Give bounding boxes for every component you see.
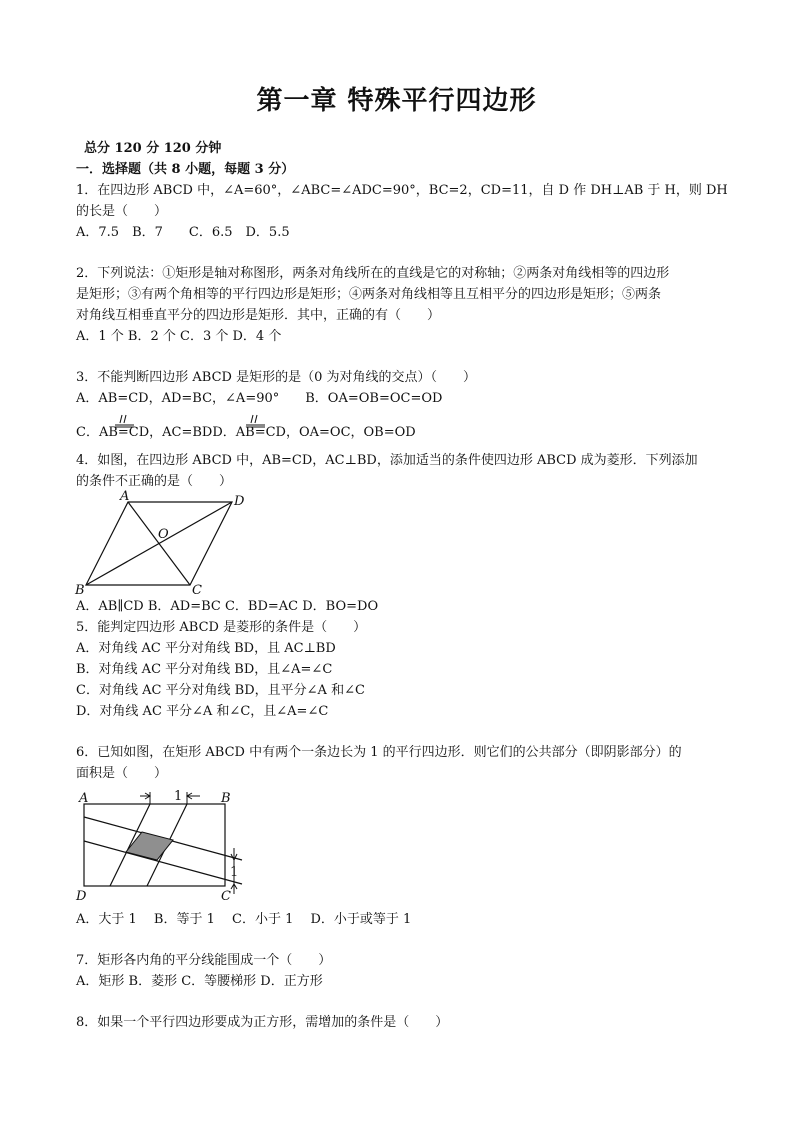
q1-stem-line2: 的长是（ ） <box>76 204 168 219</box>
rhombus-figure <box>70 488 260 598</box>
q4-options: A．AB∥CD B．AD=BC C．BD=AC D．BO=DO <box>76 599 379 614</box>
q5-stem-line1: 5．能判定四边形 ABCD 是菱形的条件是（ ） <box>76 620 367 635</box>
diagonal-bd <box>86 502 232 585</box>
section-header: 一．选择题（共 8 小题，每题 3 分） <box>76 162 295 177</box>
q4-stem-line1: 4．如图，在四边形 ABCD 中，AB=CD，AC⊥BD，添加适当的条件使四边形 ABCD 成为菱形．下列添加 <box>76 453 698 468</box>
label-o: O <box>158 527 169 542</box>
q7-options: A．矩形 B．菱形 C．等腰梯形 D．正方形 <box>76 974 323 989</box>
q2-options: A．1 个 B．2 个 C．3 个 D．4 个 <box>76 329 282 344</box>
q3-stem-line1: 3．不能判断四边形 ABCD 是矩形的是（0 为对角线的交点）（ ） <box>76 370 476 385</box>
label-b: B <box>221 791 231 806</box>
q3-options-ab: A．AB=CD，AD=BC，∠A=90° B．OA=OB=OC=OD <box>76 391 443 406</box>
q2-stem-line3: 对角线互相垂直平分的四边形是矩形．其中，正确的有（ ） <box>76 308 441 323</box>
q3-options-cd: C．AB=CD，AC=BDD．AB=CD，OA=OC，OB=OD <box>76 425 416 440</box>
q8-stem-line1: 8．如果一个平行四边形要成为正方形，需增加的条件是（ ） <box>76 1015 449 1030</box>
q2-stem-line1: 2．下列说法：①矩形是轴对称图形，两条对角线所在的直线是它的对称轴；②两条对角线相等的四边形 <box>76 266 670 281</box>
label-b: B <box>75 583 85 598</box>
label-d: D <box>76 889 87 904</box>
parallel-equal-marks <box>110 414 270 428</box>
q7-stem-line1: 7．矩形各内角的平分线能围成一个（ ） <box>76 953 332 968</box>
label-a: A <box>79 791 89 806</box>
page-title: 第一章 特殊平行四边形 <box>256 86 537 116</box>
q5-option-a: A．对角线 AC 平分对角线 BD，且 AC⊥BD <box>76 641 336 656</box>
label-a: A <box>120 489 130 504</box>
q6-options: A．大于 1 B．等于 1 C．小于 1 D．小于或等于 1 <box>76 912 412 927</box>
q4-stem-line2: 的条件不正确的是（ ） <box>76 474 233 489</box>
q5-option-d: D．对角线 AC 平分∠A 和∠C，且∠A=∠C <box>76 704 329 719</box>
q6-stem-line2: 面积是（ ） <box>76 766 168 781</box>
label-d: D <box>234 494 245 509</box>
q1-options: A．7.5 B．7 C．6.5 D．5.5 <box>76 225 290 240</box>
rectangle-parallelogram-figure <box>70 784 255 906</box>
q5-option-b: B．对角线 AC 平分对角线 BD，且∠A=∠C <box>76 662 333 677</box>
label-c: C <box>221 889 231 904</box>
width-label-top: 1 <box>174 789 183 804</box>
q5-option-c: C．对角线 AC 平分对角线 BD，且平分∠A 和∠C <box>76 683 365 698</box>
q2-stem-line2: 是矩形；③有两个角相等的平行四边形是矩形；④两条对角线相等且互相平分的四边形是矩形；⑤两条 <box>76 287 662 302</box>
exam-meta: 总分 120 分 120 分钟 <box>84 141 222 156</box>
q6-stem-line1: 6．已知如图，在矩形 ABCD 中有两个一条边长为 1 的平行四边形．则它们的公共部分（即阴影部分）的 <box>76 745 682 760</box>
q1-stem-line1: 1．在四边形 ABCD 中，∠A=60°，∠ABC=∠ADC=90°，BC=2，CD=11，自 D 作 DH⊥AB 于 H，则 DH <box>76 183 728 198</box>
shaded-region <box>126 832 173 860</box>
width-label-right: 1 <box>230 865 239 880</box>
label-c: C <box>192 583 202 598</box>
